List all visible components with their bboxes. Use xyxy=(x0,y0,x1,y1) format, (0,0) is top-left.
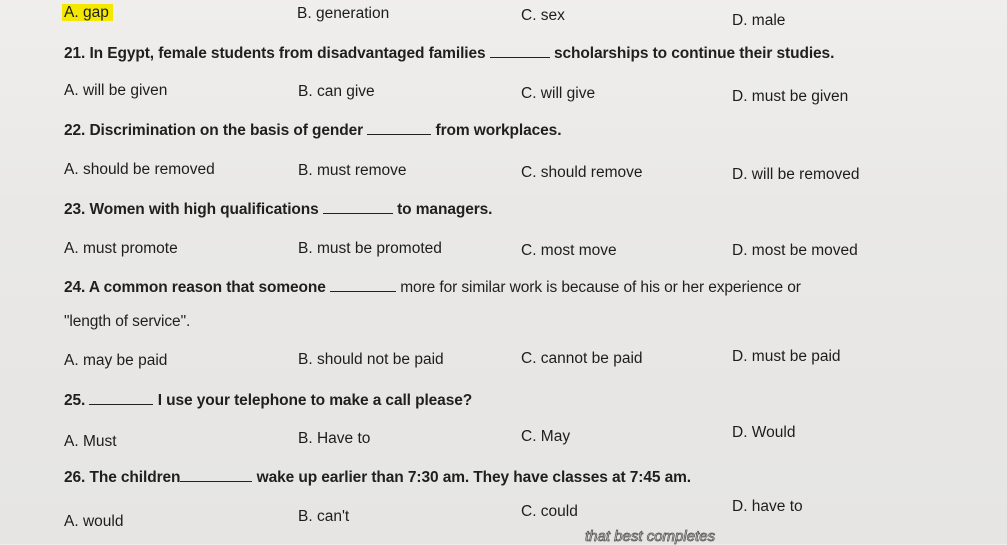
q23-blank xyxy=(323,201,393,214)
q26-option-a: A. would xyxy=(64,513,124,530)
q21-option-d: D. must be given xyxy=(732,88,849,105)
q21-option-c: C. will give xyxy=(521,85,596,102)
q21-option-b: B. can give xyxy=(298,83,375,100)
q23-stem: 23. Women with high qualifications to managers. xyxy=(64,201,493,218)
q22-option-d: D. will be removed xyxy=(732,166,860,183)
q24-stem-continued: "length of service". xyxy=(64,313,191,330)
q21-stem: 21. In Egypt, female students from disadvantaged families scholarships to continue their studies. xyxy=(64,45,835,62)
q24-option-b: B. should not be paid xyxy=(298,351,444,368)
q24-option-a: A. may be paid xyxy=(64,352,168,369)
q26-option-b: B. can't xyxy=(298,508,350,525)
q20-option-c: C. sex xyxy=(521,7,565,24)
q23-option-b: B. must be promoted xyxy=(298,240,442,257)
q20-option-a xyxy=(62,4,113,22)
q26-option-c: C. could xyxy=(521,503,578,520)
q25-option-a: A. Must xyxy=(64,433,117,450)
q22-blank xyxy=(367,122,431,135)
q22-option-c: C. should remove xyxy=(521,164,643,181)
q21-option-a: A. will be given xyxy=(64,82,168,99)
q25-blank xyxy=(89,392,153,405)
q22-option-b: B. must remove xyxy=(298,162,407,179)
q24-option-d: D. must be paid xyxy=(732,348,841,365)
q26-option-d: D. have to xyxy=(732,498,803,515)
q22-stem: 22. Discrimination on the basis of gender from workplaces. xyxy=(64,122,562,139)
q20-option-d: D. male xyxy=(732,12,786,29)
q24-option-c: C. cannot be paid xyxy=(521,350,643,367)
q24-blank xyxy=(330,279,396,292)
q24-stem: 24. A common reason that someone more for similar work is because of his or her experience or xyxy=(64,279,801,296)
q21-blank xyxy=(490,45,550,58)
q25-option-d: D. Would xyxy=(732,424,796,441)
q20-option-b: B. generation xyxy=(297,5,390,22)
q25-stem: 25. I use your telephone to make a call please? xyxy=(64,392,473,409)
footer-instruction-fragment: that best completes xyxy=(585,528,716,545)
q25-option-b: B. Have to xyxy=(298,430,371,447)
q26-blank xyxy=(180,469,252,482)
q25-option-c: C. May xyxy=(521,428,571,445)
q23-option-d: D. most be moved xyxy=(732,242,858,259)
q23-option-c: C. most move xyxy=(521,242,617,259)
q26-stem: 26. The children wake up earlier than 7:30 am. They have classes at 7:45 am. xyxy=(64,469,691,486)
q23-option-a: A. must promote xyxy=(64,240,178,257)
q22-option-a: A. should be removed xyxy=(64,161,215,178)
highlighted-answer: A. gap xyxy=(62,4,113,21)
